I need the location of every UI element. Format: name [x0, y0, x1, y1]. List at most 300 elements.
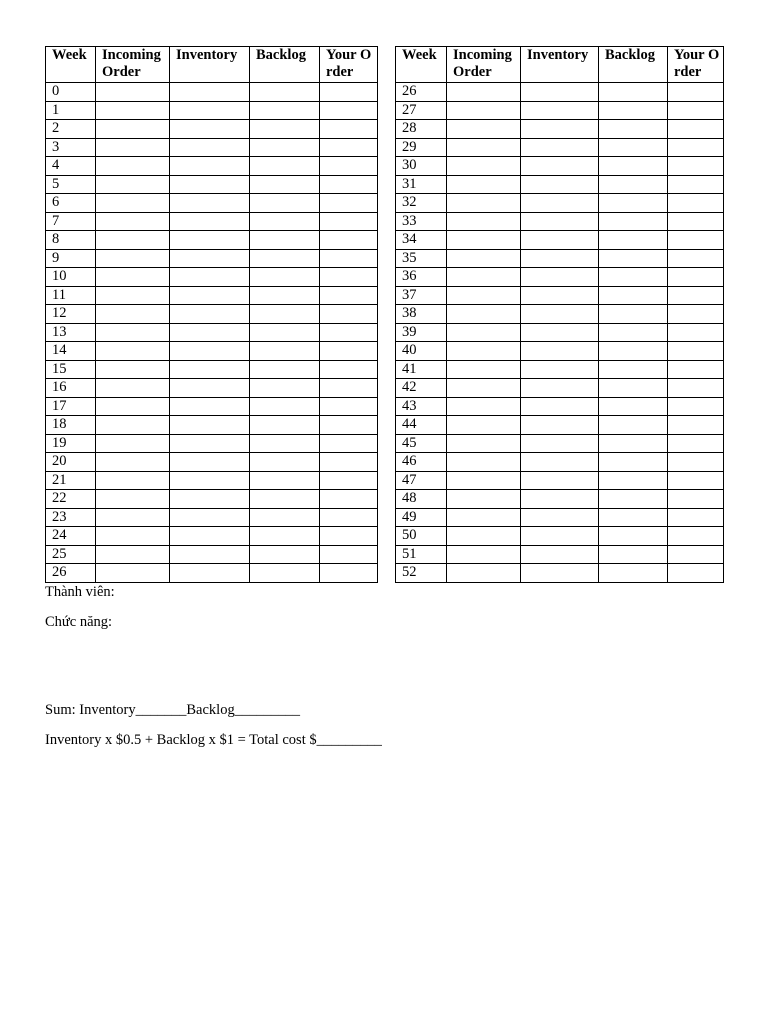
incoming-order-cell[interactable]	[447, 379, 521, 398]
inventory-cell[interactable]	[521, 268, 599, 287]
incoming-order-cell[interactable]	[447, 286, 521, 305]
inventory-cell[interactable]	[170, 545, 250, 564]
backlog-cell[interactable]	[599, 397, 668, 416]
incoming-order-cell[interactable]	[96, 342, 170, 361]
your-order-cell[interactable]	[668, 120, 724, 139]
table-row	[46, 527, 378, 546]
inventory-cell[interactable]	[170, 120, 250, 139]
table-row	[396, 360, 724, 379]
backlog-cell[interactable]	[250, 323, 320, 342]
inventory-cell[interactable]	[521, 231, 599, 250]
backlog-cell[interactable]	[250, 120, 320, 139]
backlog-cell[interactable]	[250, 83, 320, 102]
inventory-cell[interactable]	[521, 138, 599, 157]
backlog-cell[interactable]	[250, 286, 320, 305]
table-row	[396, 397, 724, 416]
table-row	[396, 157, 724, 176]
inventory-cell[interactable]	[521, 379, 599, 398]
week-number-cell: 30	[396, 157, 447, 176]
incoming-order-cell[interactable]	[96, 453, 170, 472]
backlog-cell[interactable]	[250, 434, 320, 453]
table-row	[46, 194, 378, 213]
table-row	[46, 175, 378, 194]
your-order-cell[interactable]	[320, 397, 378, 416]
your-order-cell[interactable]	[668, 157, 724, 176]
your-order-cell[interactable]	[668, 249, 724, 268]
inventory-cell[interactable]	[170, 471, 250, 490]
your-order-cell[interactable]	[320, 379, 378, 398]
table-row	[396, 194, 724, 213]
backlog-cell[interactable]	[599, 268, 668, 287]
inventory-cell[interactable]	[521, 101, 599, 120]
header-inventory: Inventory	[521, 47, 599, 83]
incoming-order-cell[interactable]	[447, 508, 521, 527]
backlog-cell[interactable]	[599, 471, 668, 490]
your-order-cell[interactable]	[668, 286, 724, 305]
incoming-order-cell[interactable]	[96, 564, 170, 583]
incoming-order-cell[interactable]	[447, 490, 521, 509]
your-order-cell[interactable]	[668, 397, 724, 416]
incoming-order-cell[interactable]	[447, 249, 521, 268]
your-order-cell[interactable]	[320, 545, 378, 564]
backlog-cell[interactable]	[599, 194, 668, 213]
incoming-order-cell[interactable]	[447, 120, 521, 139]
your-order-cell[interactable]	[320, 249, 378, 268]
week-number-cell: 40	[396, 342, 447, 361]
week-number-cell: 18	[46, 416, 96, 435]
backlog-cell[interactable]	[599, 83, 668, 102]
table-row	[46, 138, 378, 157]
backlog-cell[interactable]	[250, 249, 320, 268]
incoming-order-cell[interactable]	[447, 434, 521, 453]
weekly-record-table-left	[45, 46, 378, 583]
your-order-cell[interactable]	[320, 286, 378, 305]
backlog-cell[interactable]	[599, 305, 668, 324]
inventory-cell[interactable]	[170, 212, 250, 231]
week-number-cell: 33	[396, 212, 447, 231]
table-row	[46, 490, 378, 509]
incoming-order-cell[interactable]	[96, 434, 170, 453]
incoming-order-cell[interactable]	[96, 83, 170, 102]
table-row	[396, 527, 724, 546]
backlog-cell[interactable]	[250, 194, 320, 213]
inventory-cell[interactable]	[521, 545, 599, 564]
inventory-cell[interactable]	[170, 360, 250, 379]
week-number-cell: 6	[46, 194, 96, 213]
backlog-cell[interactable]	[599, 453, 668, 472]
your-order-cell[interactable]	[668, 175, 724, 194]
your-order-cell[interactable]	[668, 101, 724, 120]
incoming-order-cell[interactable]	[447, 231, 521, 250]
your-order-cell[interactable]	[320, 157, 378, 176]
incoming-order-cell[interactable]	[447, 545, 521, 564]
table-row	[396, 305, 724, 324]
incoming-order-cell[interactable]	[96, 175, 170, 194]
table-row	[46, 286, 378, 305]
your-order-cell[interactable]	[668, 268, 724, 287]
incoming-order-cell[interactable]	[96, 286, 170, 305]
header-backlog: Backlog	[599, 47, 668, 83]
incoming-order-cell[interactable]	[447, 360, 521, 379]
inventory-cell[interactable]	[521, 397, 599, 416]
your-order-cell[interactable]	[668, 379, 724, 398]
week-number-cell: 29	[396, 138, 447, 157]
your-order-cell[interactable]	[668, 564, 724, 583]
table-body-right	[396, 83, 724, 583]
incoming-order-cell[interactable]	[447, 564, 521, 583]
table-row	[396, 286, 724, 305]
table-row	[396, 564, 724, 583]
your-order-cell[interactable]	[320, 231, 378, 250]
backlog-cell[interactable]	[250, 360, 320, 379]
incoming-order-cell[interactable]	[96, 508, 170, 527]
inventory-cell[interactable]	[170, 83, 250, 102]
header-week: Week	[396, 47, 447, 83]
backlog-cell[interactable]	[599, 564, 668, 583]
backlog-cell[interactable]	[599, 508, 668, 527]
week-number-cell: 25	[46, 545, 96, 564]
table-row	[46, 323, 378, 342]
incoming-order-cell[interactable]	[96, 101, 170, 120]
your-order-cell[interactable]	[320, 194, 378, 213]
incoming-order-cell[interactable]	[96, 471, 170, 490]
table-row	[396, 471, 724, 490]
week-number-cell: 26	[46, 564, 96, 583]
incoming-order-cell[interactable]	[447, 305, 521, 324]
table-row	[46, 101, 378, 120]
your-order-cell[interactable]	[668, 212, 724, 231]
backlog-cell[interactable]	[599, 101, 668, 120]
your-order-cell[interactable]	[668, 138, 724, 157]
incoming-order-cell[interactable]	[96, 323, 170, 342]
table-row	[46, 268, 378, 287]
inventory-cell[interactable]	[170, 527, 250, 546]
your-order-cell[interactable]	[668, 545, 724, 564]
backlog-cell[interactable]	[599, 434, 668, 453]
backlog-cell[interactable]	[250, 527, 320, 546]
inventory-cell[interactable]	[170, 194, 250, 213]
week-number-cell: 17	[46, 397, 96, 416]
inventory-cell[interactable]	[170, 379, 250, 398]
incoming-order-cell[interactable]	[96, 194, 170, 213]
backlog-cell[interactable]	[250, 545, 320, 564]
inventory-cell[interactable]	[170, 231, 250, 250]
header-week: Week	[46, 47, 96, 83]
your-order-cell[interactable]	[320, 342, 378, 361]
your-order-cell[interactable]	[320, 175, 378, 194]
inventory-cell[interactable]	[521, 157, 599, 176]
your-order-cell[interactable]	[668, 231, 724, 250]
table-header-row	[396, 47, 724, 83]
inventory-cell[interactable]	[521, 490, 599, 509]
your-order-cell[interactable]	[668, 508, 724, 527]
incoming-order-cell[interactable]	[447, 527, 521, 546]
inventory-cell[interactable]	[521, 508, 599, 527]
your-order-cell[interactable]	[668, 416, 724, 435]
backlog-cell[interactable]	[250, 342, 320, 361]
your-order-cell[interactable]	[320, 508, 378, 527]
your-order-cell[interactable]	[320, 471, 378, 490]
table-row	[396, 212, 724, 231]
your-order-cell[interactable]	[668, 305, 724, 324]
your-order-cell[interactable]	[320, 490, 378, 509]
your-order-cell[interactable]	[320, 527, 378, 546]
backlog-cell[interactable]	[250, 564, 320, 583]
week-number-cell: 35	[396, 249, 447, 268]
week-number-cell: 1	[46, 101, 96, 120]
incoming-order-cell[interactable]	[96, 157, 170, 176]
incoming-order-cell[interactable]	[447, 416, 521, 435]
incoming-order-cell[interactable]	[96, 397, 170, 416]
week-number-cell: 49	[396, 508, 447, 527]
week-number-cell: 4	[46, 157, 96, 176]
week-number-cell: 21	[46, 471, 96, 490]
backlog-cell[interactable]	[599, 231, 668, 250]
incoming-order-cell[interactable]	[96, 212, 170, 231]
inventory-cell[interactable]	[521, 212, 599, 231]
incoming-order-cell[interactable]	[96, 416, 170, 435]
inventory-cell[interactable]	[170, 416, 250, 435]
inventory-cell[interactable]	[521, 249, 599, 268]
backlog-cell[interactable]	[250, 212, 320, 231]
week-number-cell: 3	[46, 138, 96, 157]
table-row	[46, 545, 378, 564]
backlog-cell[interactable]	[250, 268, 320, 287]
table-row	[46, 508, 378, 527]
incoming-order-cell[interactable]	[447, 212, 521, 231]
your-order-cell[interactable]	[668, 360, 724, 379]
backlog-cell[interactable]	[599, 490, 668, 509]
inventory-cell[interactable]	[521, 453, 599, 472]
incoming-order-cell[interactable]	[96, 268, 170, 287]
your-order-cell[interactable]	[320, 83, 378, 102]
backlog-cell[interactable]	[599, 212, 668, 231]
incoming-order-cell[interactable]	[96, 138, 170, 157]
inventory-cell[interactable]	[170, 268, 250, 287]
inventory-cell[interactable]	[521, 360, 599, 379]
incoming-order-cell[interactable]	[447, 175, 521, 194]
week-number-cell: 32	[396, 194, 447, 213]
inventory-cell[interactable]	[170, 157, 250, 176]
week-number-cell: 27	[396, 101, 447, 120]
week-number-cell: 42	[396, 379, 447, 398]
your-order-cell[interactable]	[320, 305, 378, 324]
week-number-cell: 16	[46, 379, 96, 398]
incoming-order-cell[interactable]	[96, 379, 170, 398]
inventory-cell[interactable]	[521, 527, 599, 546]
backlog-cell[interactable]	[250, 379, 320, 398]
table-row	[46, 379, 378, 398]
table-row	[46, 397, 378, 416]
incoming-order-cell[interactable]	[447, 194, 521, 213]
incoming-order-cell[interactable]	[447, 83, 521, 102]
your-order-cell[interactable]	[320, 323, 378, 342]
inventory-cell[interactable]	[170, 397, 250, 416]
inventory-cell[interactable]	[170, 342, 250, 361]
table-row	[396, 545, 724, 564]
table-row	[396, 231, 724, 250]
incoming-order-cell[interactable]	[447, 101, 521, 120]
your-order-cell[interactable]	[320, 101, 378, 120]
week-number-cell: 26	[396, 83, 447, 102]
incoming-order-cell[interactable]	[447, 342, 521, 361]
inventory-cell[interactable]	[521, 323, 599, 342]
your-order-cell[interactable]	[320, 120, 378, 139]
inventory-cell[interactable]	[521, 305, 599, 324]
week-number-cell: 46	[396, 453, 447, 472]
backlog-cell[interactable]	[599, 249, 668, 268]
table-row	[46, 453, 378, 472]
incoming-order-cell[interactable]	[447, 323, 521, 342]
incoming-order-cell[interactable]	[96, 545, 170, 564]
inventory-cell[interactable]	[170, 175, 250, 194]
incoming-order-cell[interactable]	[96, 120, 170, 139]
inventory-cell[interactable]	[170, 323, 250, 342]
week-number-cell: 11	[46, 286, 96, 305]
backlog-cell[interactable]	[599, 286, 668, 305]
inventory-cell[interactable]	[170, 138, 250, 157]
week-number-cell: 15	[46, 360, 96, 379]
inventory-cell[interactable]	[170, 490, 250, 509]
your-order-cell[interactable]	[320, 360, 378, 379]
week-number-cell: 37	[396, 286, 447, 305]
backlog-cell[interactable]	[599, 416, 668, 435]
incoming-order-cell[interactable]	[96, 490, 170, 509]
inventory-cell[interactable]	[521, 342, 599, 361]
inventory-cell[interactable]	[521, 471, 599, 490]
week-number-cell: 8	[46, 231, 96, 250]
backlog-cell[interactable]	[250, 490, 320, 509]
table-row	[396, 490, 724, 509]
backlog-cell[interactable]	[250, 157, 320, 176]
backlog-cell[interactable]	[599, 545, 668, 564]
incoming-order-cell[interactable]	[447, 138, 521, 157]
backlog-cell[interactable]	[599, 379, 668, 398]
backlog-cell[interactable]	[250, 305, 320, 324]
backlog-cell[interactable]	[250, 397, 320, 416]
your-order-cell[interactable]	[320, 416, 378, 435]
week-number-cell: 34	[396, 231, 447, 250]
header-inventory: Inventory	[170, 47, 250, 83]
inventory-cell[interactable]	[521, 175, 599, 194]
table-row	[396, 453, 724, 472]
week-number-cell: 23	[46, 508, 96, 527]
backlog-cell[interactable]	[250, 101, 320, 120]
table-row	[396, 508, 724, 527]
inventory-cell[interactable]	[521, 434, 599, 453]
backlog-cell[interactable]	[599, 157, 668, 176]
your-order-cell[interactable]	[668, 323, 724, 342]
inventory-cell[interactable]	[170, 453, 250, 472]
incoming-order-cell[interactable]	[447, 397, 521, 416]
your-order-cell[interactable]	[320, 212, 378, 231]
your-order-cell[interactable]	[668, 453, 724, 472]
backlog-cell[interactable]	[250, 453, 320, 472]
table-body-left	[46, 83, 378, 583]
backlog-cell[interactable]	[250, 175, 320, 194]
total-cost-line: Inventory x $0.5 + Backlog x $1 = Total cost $_________	[45, 732, 382, 748]
weekly-record-table-right	[395, 46, 724, 583]
your-order-cell[interactable]	[668, 527, 724, 546]
incoming-order-cell[interactable]	[96, 249, 170, 268]
inventory-cell[interactable]	[170, 249, 250, 268]
your-order-cell[interactable]	[668, 194, 724, 213]
header-incoming-order: Incoming Order	[96, 47, 170, 83]
table-row	[396, 175, 724, 194]
inventory-cell[interactable]	[170, 101, 250, 120]
inventory-cell[interactable]	[170, 286, 250, 305]
your-order-cell[interactable]	[320, 268, 378, 287]
inventory-cell[interactable]	[170, 305, 250, 324]
incoming-order-cell[interactable]	[447, 471, 521, 490]
incoming-order-cell[interactable]	[447, 157, 521, 176]
inventory-cell[interactable]	[170, 508, 250, 527]
inventory-cell[interactable]	[521, 564, 599, 583]
sum-line: Sum: Inventory_______Backlog_________	[45, 702, 300, 718]
backlog-cell[interactable]	[250, 138, 320, 157]
inventory-cell[interactable]	[170, 564, 250, 583]
incoming-order-cell[interactable]	[447, 268, 521, 287]
table-row	[396, 101, 724, 120]
week-number-cell: 50	[396, 527, 447, 546]
incoming-order-cell[interactable]	[96, 231, 170, 250]
backlog-cell[interactable]	[599, 342, 668, 361]
backlog-cell[interactable]	[250, 416, 320, 435]
inventory-cell[interactable]	[521, 286, 599, 305]
backlog-cell[interactable]	[599, 527, 668, 546]
your-order-cell[interactable]	[668, 434, 724, 453]
inventory-cell[interactable]	[170, 434, 250, 453]
table-row	[46, 305, 378, 324]
table-row	[396, 416, 724, 435]
backlog-cell[interactable]	[599, 138, 668, 157]
your-order-cell[interactable]	[320, 138, 378, 157]
week-number-cell: 2	[46, 120, 96, 139]
backlog-cell[interactable]	[599, 120, 668, 139]
week-number-cell: 43	[396, 397, 447, 416]
incoming-order-cell[interactable]	[96, 360, 170, 379]
header-your-order: Your Order	[320, 47, 378, 83]
backlog-cell[interactable]	[599, 323, 668, 342]
table-row	[396, 379, 724, 398]
inventory-cell[interactable]	[521, 120, 599, 139]
backlog-cell[interactable]	[599, 360, 668, 379]
backlog-cell[interactable]	[250, 508, 320, 527]
your-order-cell[interactable]	[320, 564, 378, 583]
incoming-order-cell[interactable]	[447, 453, 521, 472]
your-order-cell[interactable]	[320, 453, 378, 472]
backlog-cell[interactable]	[250, 471, 320, 490]
your-order-cell[interactable]	[668, 471, 724, 490]
table-row	[46, 249, 378, 268]
incoming-order-cell[interactable]	[96, 527, 170, 546]
week-number-cell: 14	[46, 342, 96, 361]
table-row	[46, 416, 378, 435]
your-order-cell[interactable]	[668, 490, 724, 509]
backlog-cell[interactable]	[250, 231, 320, 250]
inventory-cell[interactable]	[521, 194, 599, 213]
your-order-cell[interactable]	[668, 342, 724, 361]
table-row	[46, 157, 378, 176]
backlog-cell[interactable]	[599, 175, 668, 194]
your-order-cell[interactable]	[320, 434, 378, 453]
inventory-cell[interactable]	[521, 83, 599, 102]
incoming-order-cell[interactable]	[96, 305, 170, 324]
inventory-cell[interactable]	[521, 416, 599, 435]
table-row	[46, 434, 378, 453]
your-order-cell[interactable]	[668, 83, 724, 102]
table-row	[396, 249, 724, 268]
